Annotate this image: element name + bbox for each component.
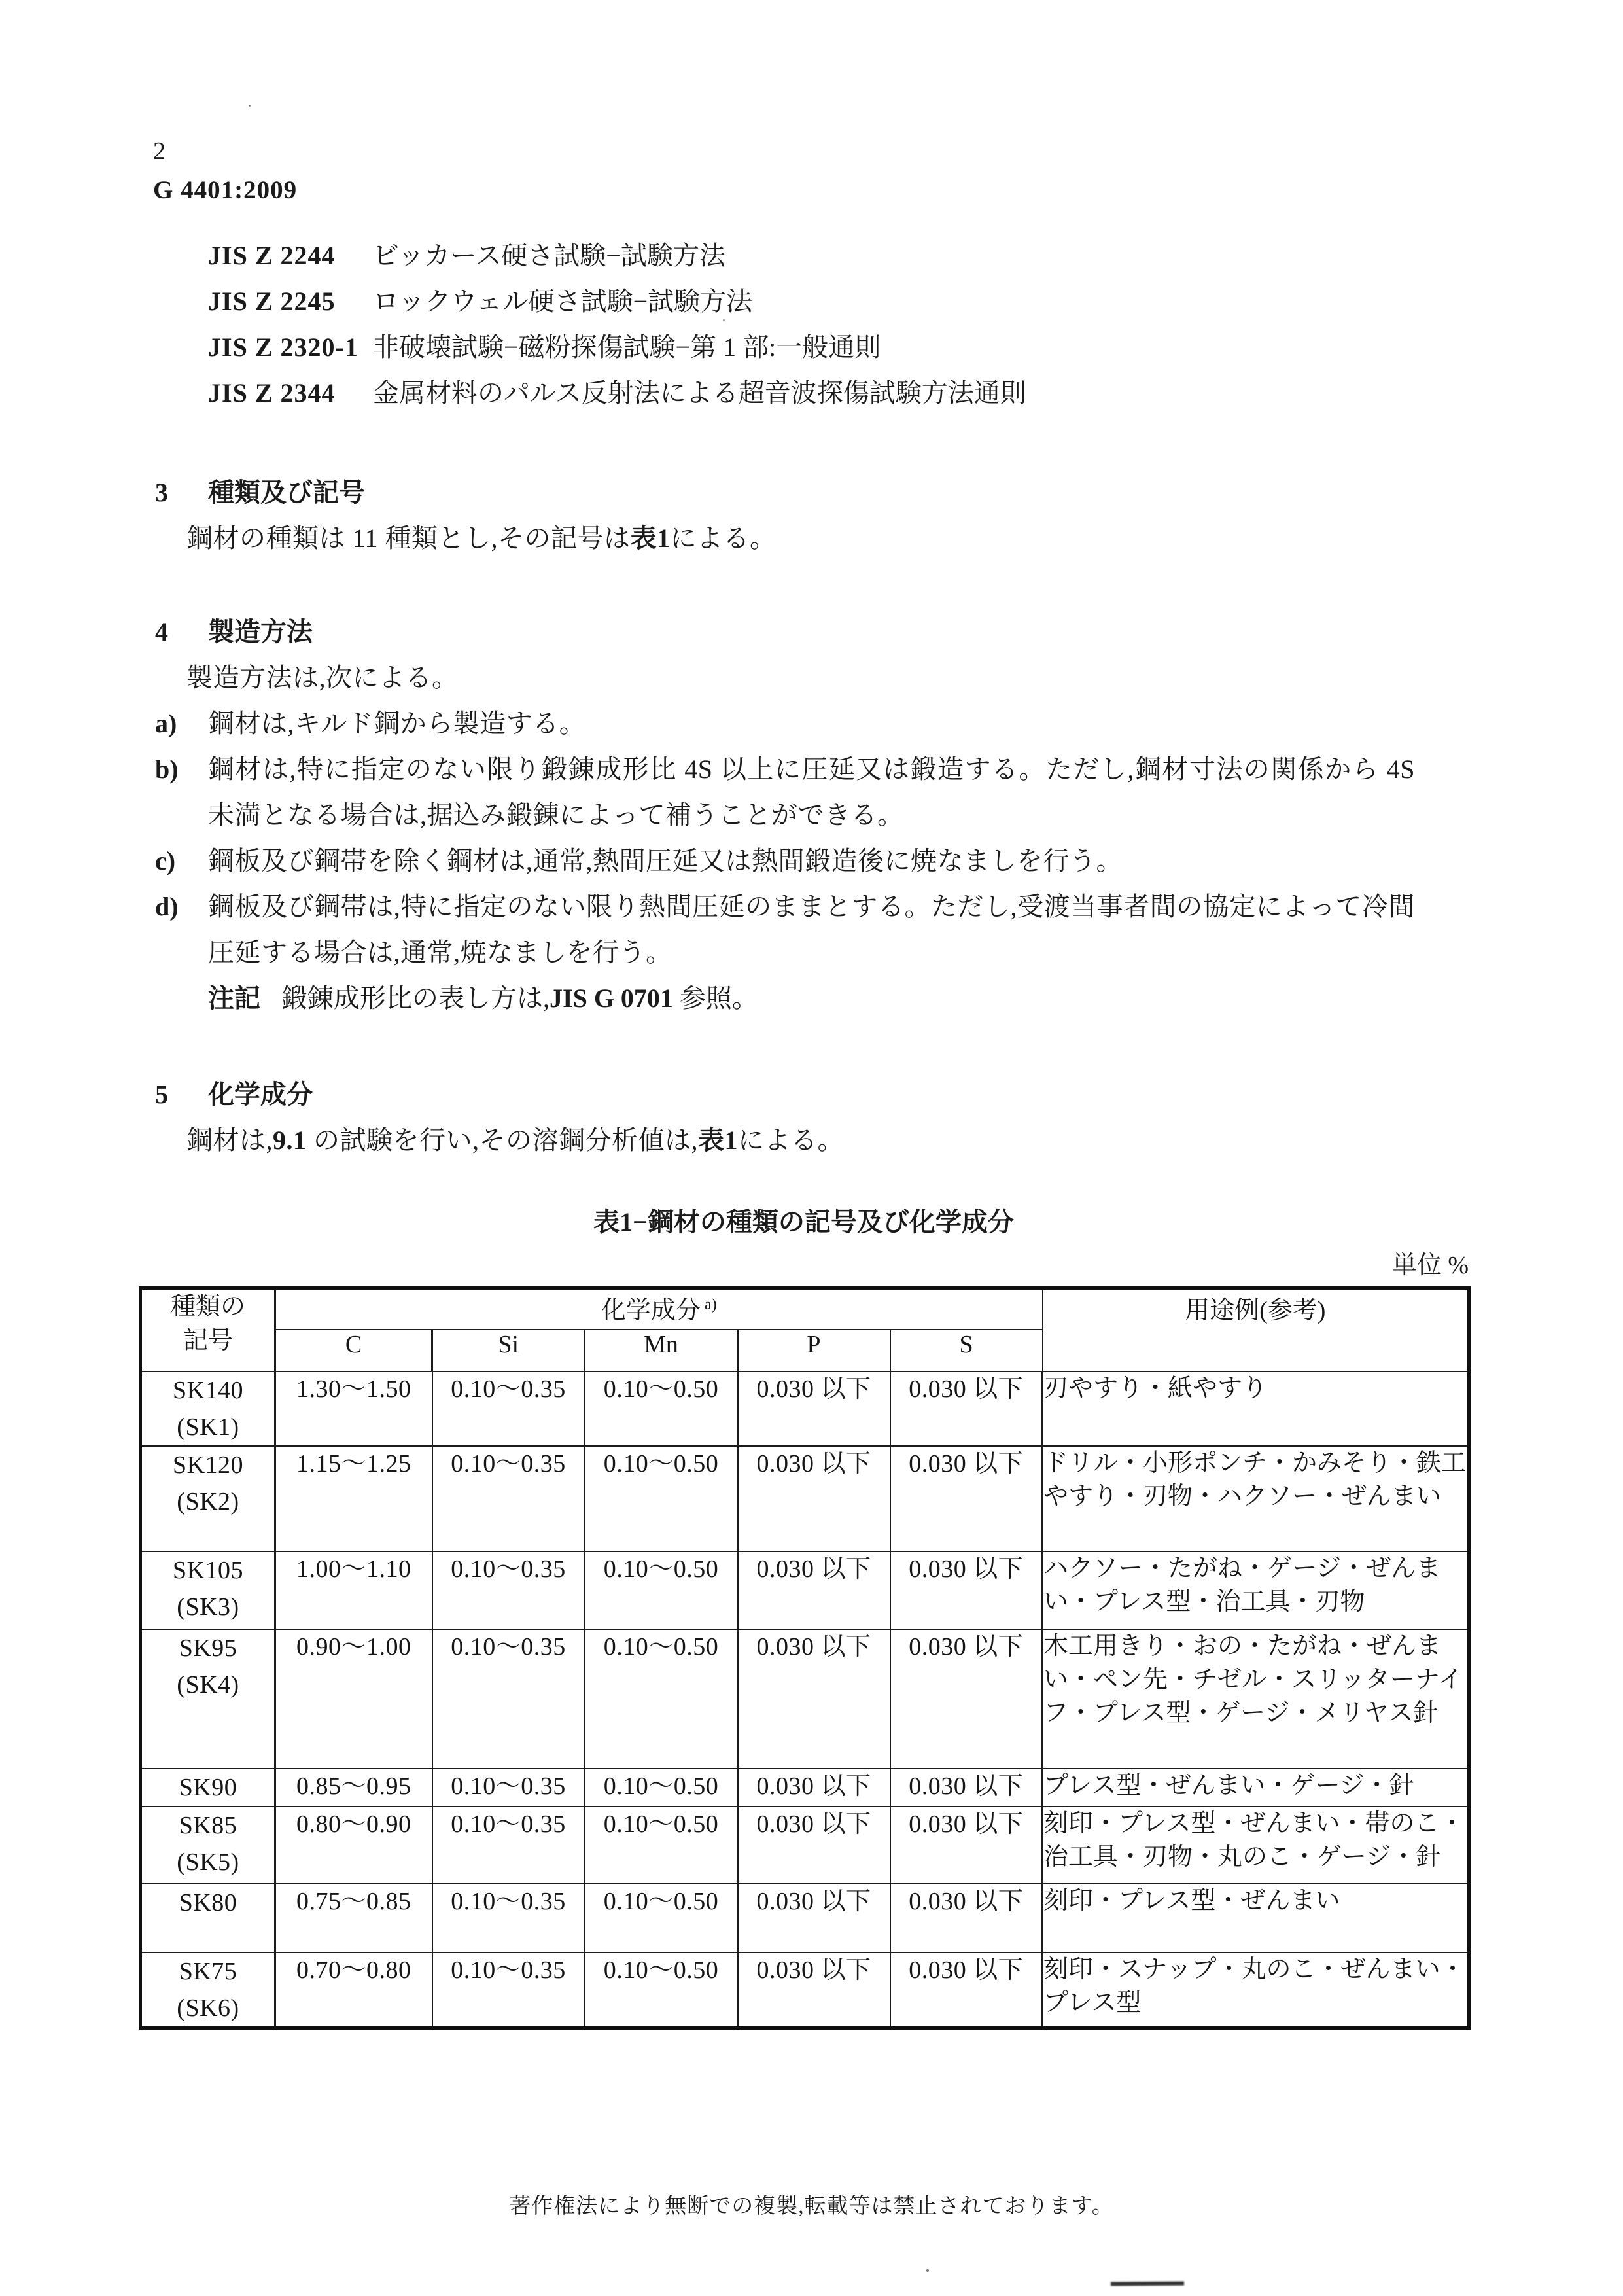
section-5-heading	[155, 1072, 844, 1118]
section-4-intro: 製造方法は,次による。	[186, 663, 459, 692]
c-value-cell: 1.15〜1.25	[275, 1446, 432, 1551]
section-3	[155, 470, 777, 561]
mn-value-cell: 0.10〜0.50	[585, 1371, 738, 1446]
si-value-cell: 0.10〜0.35	[432, 1952, 585, 2028]
c-value-cell: 1.00〜1.10	[275, 1551, 432, 1629]
si-value-cell: 0.10〜0.35	[432, 1769, 585, 1807]
p-value-cell: 0.030 以下	[738, 1884, 890, 1952]
scan-artifact	[1111, 2282, 1184, 2286]
symbol-cell: SK120 (SK2)	[141, 1446, 275, 1551]
jis-code: JIS Z 2320-1	[208, 332, 358, 362]
c-value-cell: 0.75〜0.85	[275, 1884, 432, 1952]
symbol-cell: SK85 (SK5)	[141, 1807, 275, 1884]
mn-value-cell: 0.10〜0.50	[585, 1446, 738, 1551]
unit-label: 単位 %	[1391, 1252, 1469, 1279]
s-value-cell: 0.030 以下	[890, 1551, 1043, 1629]
mn-value-cell: 0.10〜0.50	[585, 1807, 738, 1884]
symbol-cell: SK140 (SK1)	[141, 1371, 275, 1446]
note-text: 鍛錬成形比の表し方は,JIS G 0701 参照。	[281, 983, 758, 1013]
item-label: b)	[155, 754, 179, 784]
usage-cell: 刃やすり・紙やすり	[1043, 1371, 1469, 1446]
table1-reference: 表1	[698, 1125, 738, 1155]
p-value-cell: 0.030 以下	[738, 1769, 890, 1807]
table-header	[141, 1288, 1469, 1372]
chemical-composition-table	[139, 1286, 1471, 2030]
usage-cell: 木工用きり・おの・たがね・ぜんまい・ペン先・チゼル・スリッターナイフ・プレス型・ゲージ・メリヤス針	[1043, 1629, 1469, 1769]
scan-speck	[723, 319, 725, 321]
section-3-heading	[155, 470, 777, 516]
usage-cell: ドリル・小形ポンチ・かみそり・鉄工やすり・刃物・ハクソー・ぜんまい	[1043, 1446, 1469, 1551]
s-value-cell: 0.030 以下	[890, 1807, 1043, 1884]
clause-9-1-reference: 9.1	[273, 1125, 307, 1155]
page-number: 2	[153, 137, 166, 165]
note	[208, 976, 1415, 1021]
table-body	[141, 1371, 1469, 2028]
item-text: 鋼板及び鋼帯を除く鋼材は,通常,熱間圧延又は熱間鍛造後に焼なましを行う。	[208, 846, 1123, 875]
mn-value-cell: 0.10〜0.50	[585, 1629, 738, 1769]
item-text: 鋼材は,特に指定のない限り鍛錬成形比 4S 以上に圧延又は鍛造する。ただし,鋼材寸法の関係から 4S 未満となる場合は,据込み鍛錬によって補うことができる。	[208, 754, 1415, 830]
si-value-cell: 0.10〜0.35	[432, 1446, 585, 1551]
header-element-s: S	[890, 1330, 1043, 1371]
s-value-cell: 0.030 以下	[890, 1884, 1043, 1952]
usage-cell: ハクソー・たがね・ゲージ・ぜんまい・プレス型・治工具・刃物	[1043, 1551, 1469, 1629]
jis-reference	[208, 233, 1026, 279]
p-value-cell: 0.030 以下	[738, 1629, 890, 1769]
item-label: a)	[155, 709, 177, 738]
header-chemical-composition: 化学成分 $^{a)}$	[275, 1288, 1043, 1330]
si-value-cell: 0.10〜0.35	[432, 1371, 585, 1446]
symbol-cell: SK75 (SK6)	[141, 1952, 275, 2028]
p-value-cell: 0.030 以下	[738, 1952, 890, 2028]
s-value-cell: 0.030 以下	[890, 1629, 1043, 1769]
p-value-cell: 0.030 以下	[738, 1807, 890, 1884]
section-5-body: 鋼材は,9.1 の試験を行い,その溶鋼分析値は,表1による。	[186, 1125, 844, 1155]
c-value-cell: 1.30〜1.50	[275, 1371, 432, 1446]
item-text: 鋼材は,キルド鋼から製造する。	[208, 709, 586, 738]
list-item	[155, 838, 1415, 884]
item-text: 鋼板及び鋼帯は,特に指定のない限り熱間圧延のままとする。ただし,受渡当事者間の協定によって冷間圧延する場合は,通常,焼なましを行う。	[208, 892, 1415, 967]
mn-value-cell: 0.10〜0.50	[585, 1952, 738, 2028]
scan-speck	[926, 2269, 929, 2272]
s-value-cell: 0.030 以下	[890, 1446, 1043, 1551]
table-row	[141, 1371, 1469, 1446]
copyright-notice: 著作権法により無断での複製,転載等は禁止されております。	[509, 2195, 1114, 2218]
list-item	[155, 747, 1415, 838]
standard-code: G 4401:2009	[153, 176, 298, 204]
usage-cell: 刻印・スナップ・丸のこ・ぜんまい・プレス型	[1043, 1952, 1469, 2028]
p-value-cell: 0.030 以下	[738, 1446, 890, 1551]
jis-title: 非破壊試験−磁粉探傷試験−第 1 部:一般通則	[373, 332, 881, 362]
s-value-cell: 0.030 以下	[890, 1371, 1043, 1446]
jis-title: ビッカース硬さ試験−試験方法	[373, 241, 725, 270]
header-element-mn: Mn	[585, 1330, 738, 1371]
jis-code: JIS Z 2344	[208, 378, 336, 408]
s-value-cell: 0.030 以下	[890, 1769, 1043, 1807]
manufacturing-method-list	[155, 701, 1415, 1021]
section-title: 製造方法	[208, 617, 313, 646]
table-row	[141, 1629, 1469, 1769]
c-value-cell: 0.90〜1.00	[275, 1629, 432, 1769]
c-value-cell: 0.80〜0.90	[275, 1807, 432, 1884]
table-row	[141, 1952, 1469, 2028]
header-usage: 用途例(参考)	[1043, 1288, 1469, 1372]
si-value-cell: 0.10〜0.35	[432, 1807, 585, 1884]
list-item	[155, 884, 1415, 976]
jis-reference	[208, 325, 1026, 370]
usage-cell: 刻印・プレス型・ぜんまい	[1043, 1884, 1469, 1952]
section-number: 4	[155, 617, 168, 646]
table-caption: 表1−鋼材の種類の記号及び化学成分	[593, 1207, 1014, 1237]
jis-g0701-reference: JIS G 0701	[550, 983, 673, 1013]
header-element-c: C	[275, 1330, 432, 1371]
table-row	[141, 1807, 1469, 1884]
section-number: 5	[155, 1080, 168, 1109]
mn-value-cell: 0.10〜0.50	[585, 1884, 738, 1952]
section-4-heading	[155, 609, 1415, 655]
symbol-cell: SK95 (SK4)	[141, 1629, 275, 1769]
section-title: 化学成分	[208, 1080, 313, 1109]
p-value-cell: 0.030 以下	[738, 1371, 890, 1446]
symbol-cell: SK90	[141, 1769, 275, 1807]
table-row	[141, 1551, 1469, 1629]
usage-cell: プレス型・ぜんまい・ゲージ・針	[1043, 1769, 1469, 1807]
symbol-cell: SK105 (SK3)	[141, 1551, 275, 1629]
c-value-cell: 0.70〜0.80	[275, 1952, 432, 2028]
mn-value-cell: 0.10〜0.50	[585, 1769, 738, 1807]
header-element-si: Si	[432, 1330, 585, 1371]
jis-code: JIS Z 2244	[208, 241, 336, 270]
table-row	[141, 1769, 1469, 1807]
p-value-cell: 0.030 以下	[738, 1551, 890, 1629]
header-element-p: P	[738, 1330, 890, 1371]
section-title: 種類及び記号	[208, 478, 365, 507]
note-label: 注記	[208, 983, 260, 1013]
mn-value-cell: 0.10〜0.50	[585, 1551, 738, 1629]
footnote-a-marker: a)	[704, 1296, 717, 1314]
header-symbol: 種類の 記号	[141, 1288, 275, 1372]
list-item	[155, 701, 1415, 747]
usage-cell: 刻印・プレス型・ぜんまい・帯のこ・治工具・刃物・丸のこ・ゲージ・針	[1043, 1807, 1469, 1884]
jis-title: 金属材料のパルス反射法による超音波探傷試験方法通則	[373, 378, 1026, 408]
jis-title: ロックウェル硬さ試験−試験方法	[373, 287, 753, 316]
si-value-cell: 0.10〜0.35	[432, 1551, 585, 1629]
table-row	[141, 1446, 1469, 1551]
section-3-body: 鋼材の種類は 11 種類とし,その記号は表1による。	[186, 523, 777, 553]
scan-speck	[249, 105, 251, 107]
jis-reference	[208, 279, 1026, 325]
item-label: d)	[155, 892, 179, 921]
si-value-cell: 0.10〜0.35	[432, 1629, 585, 1769]
item-label: c)	[155, 846, 176, 875]
table1-reference: 表1	[630, 523, 671, 553]
si-value-cell: 0.10〜0.35	[432, 1884, 585, 1952]
jis-code: JIS Z 2245	[208, 287, 336, 316]
c-value-cell: 0.85〜0.95	[275, 1769, 432, 1807]
jis-reference-list	[208, 233, 1026, 416]
table-row	[141, 1884, 1469, 1952]
jis-reference	[208, 370, 1026, 416]
symbol-cell: SK80	[141, 1884, 275, 1952]
section-5	[155, 1072, 844, 1163]
s-value-cell: 0.030 以下	[890, 1952, 1043, 2028]
section-4	[155, 609, 1415, 1021]
section-number: 3	[155, 478, 168, 507]
